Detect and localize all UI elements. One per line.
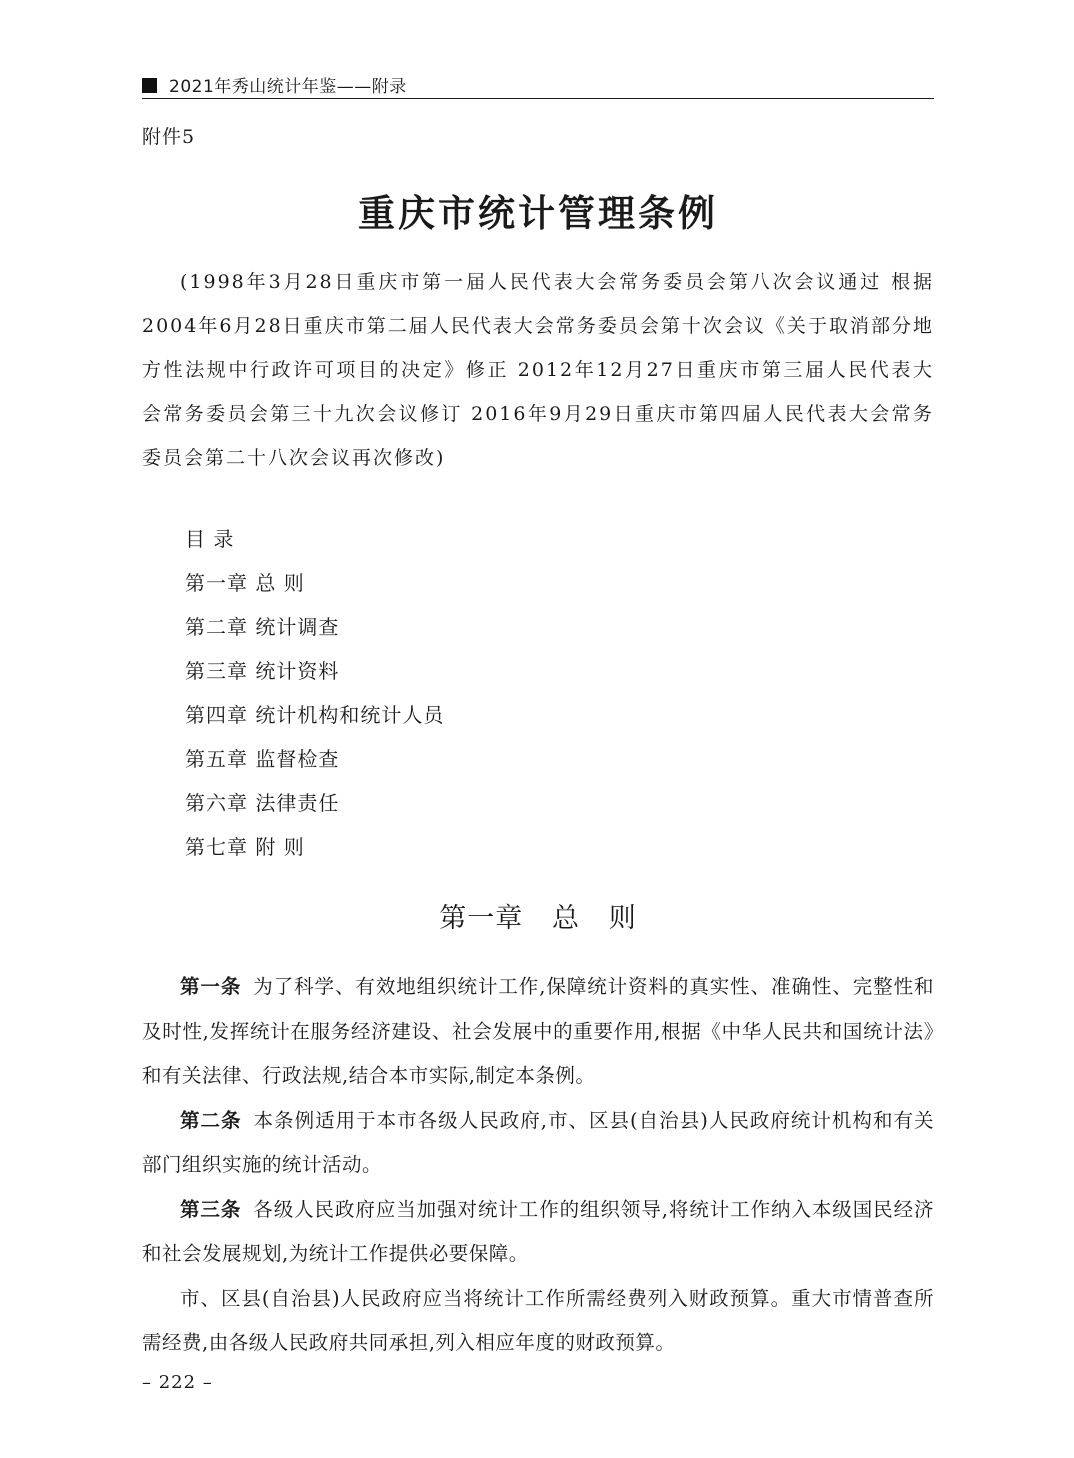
chapter-body: [142, 965, 934, 1366]
article-text: 本条例适用于本市各级人民政府,市、区县(自治县)人民政府统计机构和有关部门组织实施的统计活动。: [142, 1108, 934, 1176]
article: [142, 1188, 934, 1277]
header-square-icon: [142, 78, 157, 93]
article-text: 为了科学、有效地组织统计工作,保障统计资料的真实性、准确性、完整性和及时性,发挥统计在服务经济建设、社会发展中的重要作用,根据《中华人民共和国统计法》和有关法律、行政法规,结合本市实际,制定本条例。: [142, 975, 934, 1087]
chapter-heading: 第一章 总 则: [439, 903, 637, 934]
article: [142, 1099, 934, 1188]
table-of-contents: [185, 521, 685, 873]
toc-item: 第二章 统计调查: [185, 615, 340, 639]
toc-heading: 目 录: [185, 527, 235, 551]
article-label: 第二条: [180, 1108, 242, 1132]
toc-item: 第四章 统计机构和统计人员: [185, 703, 445, 727]
toc-item: 第五章 监督检查: [185, 747, 340, 771]
toc-item: 第一章 总 则: [185, 571, 305, 595]
page-number: – 222 –: [142, 1372, 213, 1393]
article: [142, 965, 934, 1099]
toc-item: 第三章 统计资料: [185, 659, 340, 683]
article-label: 第三条: [180, 1197, 242, 1221]
document-title: 重庆市统计管理条例: [358, 191, 718, 235]
toc-item: 第七章 附 则: [185, 835, 305, 859]
attachment-label: 附件5: [142, 126, 196, 148]
running-title: 2021年秀山统计年鉴——附录: [169, 76, 407, 97]
article-paragraph: 市、区县(自治县)人民政府应当将统计工作所需经费列入财政预算。重大市情普查所需经费,由各级人民政府共同承担,列入相应年度的财政预算。: [142, 1286, 934, 1354]
toc-item: 第六章 法律责任: [185, 791, 340, 815]
article-text: 各级人民政府应当加强对统计工作的组织领导,将统计工作纳入本级国民经济和社会发展规划,为统计工作提供必要保障。: [142, 1197, 934, 1265]
legislative-history-note: (1998年3月28日重庆市第一届人民代表大会常务委员会第八次会议通过 根据2004年6月28日重庆市第二届人民代表大会常务委员会第十次会议《关于取消部分地方性法规中行政许可项目的决定》修正 2012年12月27日重庆市第三届人民代表大会常务委员会第三十九次会议修订 2016年9月29日重庆市第四届人民代表大会常务委员会第二十八次会议再次修改): [142, 271, 934, 469]
running-header: [142, 70, 934, 99]
article-label: 第一条: [180, 975, 242, 998]
